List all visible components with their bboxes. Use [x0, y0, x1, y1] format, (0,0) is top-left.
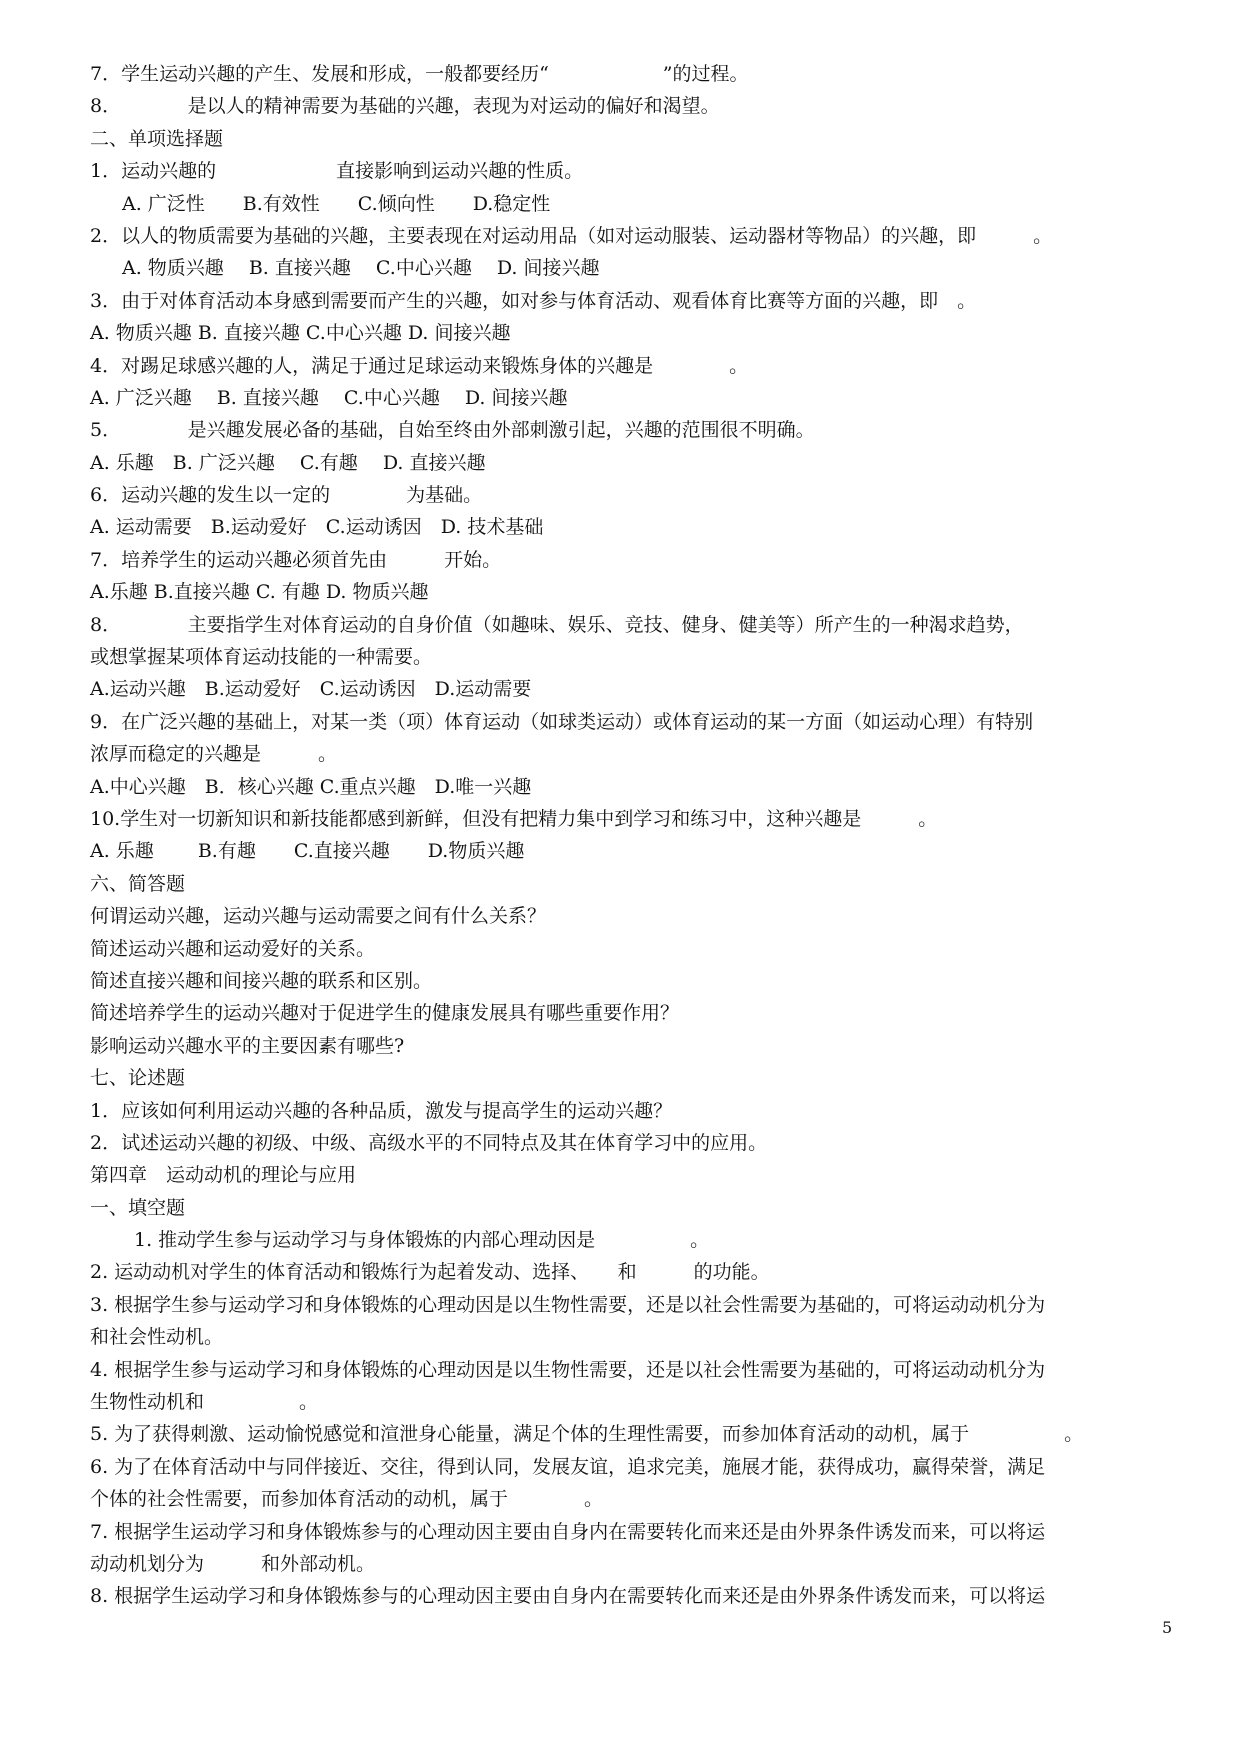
question-text: 1. 推动学生参与运动学习与身体锻炼的内部心理动因是 。: [134, 1229, 710, 1252]
question-text: 1．运动兴趣的 直接影响到运动兴趣的性质。: [90, 160, 584, 183]
question-text: 何谓运动兴趣，运动兴趣与运动需要之间有什么关系？: [90, 905, 547, 928]
section-heading: 一、填空题: [90, 1196, 186, 1219]
question-text: 和社会性动机。: [90, 1326, 224, 1349]
question-text: 个体的社会性需要，而参加体育活动的动机，属于 。: [90, 1488, 604, 1511]
answer-options: A. 乐趣 B.有趣 C.直接兴趣 D.物质兴趣: [90, 840, 525, 863]
question-text: 4．对踢足球感兴趣的人，满足于通过足球运动来锻炼身体的兴趣是 。: [90, 354, 749, 377]
question-text: 浓厚而稳定的兴趣是 。: [90, 743, 338, 766]
question-text: 9．在广泛兴趣的基础上，对某一类（项）体育运动（如球类运动）或体育运动的某一方面（如运动心理）有特别: [90, 710, 1034, 733]
answer-options: A. 乐趣 B. 广泛兴趣 C.有趣 D. 直接兴趣: [90, 451, 486, 474]
answer-options: A. 物质兴趣 B. 直接兴趣 C.中心兴趣 D. 间接兴趣: [122, 257, 600, 280]
question-text: 6. 为了在体育活动中与同伴接近、交往，得到认同，发展友谊，追求完美，施展才能，获得成功，赢得荣誉，满足: [90, 1455, 1046, 1478]
document-body: [90, 58, 1180, 1613]
section-heading: 六、简答题: [90, 872, 186, 895]
question-text: 简述直接兴趣和间接兴趣的联系和区别。: [90, 969, 433, 992]
section-heading: 七、论述题: [90, 1067, 186, 1090]
question-text: 8． 主要指学生对体育运动的自身价值（如趣味、娱乐、竞技、健身、健美等）所产生的一种渴求趋势，: [90, 613, 1024, 636]
text-line: 7．学生运动兴趣的产生、发展和形成，一般都要经历“ ”的过程。: [90, 63, 749, 85]
answer-options: A. 物质兴趣 B. 直接兴趣 C.中心兴趣 D. 间接兴趣: [90, 322, 511, 345]
question-text: 生物性动机和 。: [90, 1391, 319, 1414]
question-text: 6．运动兴趣的发生以一定的 为基础。: [90, 484, 483, 507]
question-text: 7. 根据学生运动学习和身体锻炼参与的心理动因主要由自身内在需要转化而来还是由外界条件诱发而来，可以将运: [90, 1520, 1046, 1543]
question-text: 10.学生对一切新知识和新技能都感到新鲜，但没有把精力集中到学习和练习中，这种兴趣是 。: [90, 807, 938, 830]
answer-options: A.中心兴趣 B．核心兴趣 C.重点兴趣 D.唯一兴趣: [90, 775, 532, 798]
page-number: 5: [1162, 1618, 1173, 1637]
question-text: 动动机划分为 和外部动机。: [90, 1552, 376, 1575]
answer-options: A. 广泛兴趣 B. 直接兴趣 C.中心兴趣 D. 间接兴趣: [90, 386, 568, 409]
answer-options: A. 运动需要 B.运动爱好 C.运动诱因 D. 技术基础: [90, 516, 544, 539]
answer-options: A.乐趣 B.直接兴趣 C. 有趣 D. 物质兴趣: [90, 581, 429, 604]
answer-options: A. 广泛性 B.有效性 C.倾向性 D.稳定性: [122, 192, 551, 215]
question-text: 影响运动兴趣水平的主要因素有哪些?: [90, 1034, 405, 1057]
question-text: 5. 为了获得刺激、运动愉悦感觉和渲泄身心能量，满足个体的生理性需要，而参加体育活动的动机，属于 。: [90, 1423, 1084, 1446]
question-text: 3. 根据学生参与运动学习和身体锻炼的心理动因是以生物性需要，还是以社会性需要为基础的，可将运动动机分为: [90, 1293, 1046, 1316]
text-line: 8． 是以人的精神需要为基础的兴趣，表现为对运动的偏好和渴望。: [90, 95, 720, 118]
question-text: 4. 根据学生参与运动学习和身体锻炼的心理动因是以生物性需要，还是以社会性需要为基础的，可将运动动机分为: [90, 1358, 1046, 1381]
section-heading: 二、单项选择题: [90, 127, 224, 150]
question-text: 2．以人的物质需要为基础的兴趣，主要表现在对运动用品（如对运动服装、运动器材等物品）的兴趣，即 。: [90, 224, 1053, 247]
answer-options: A.运动兴趣 B.运动爱好 C.运动诱因 D.运动需要: [90, 678, 532, 701]
question-text: 7．培养学生的运动兴趣必须首先由 开始。: [90, 548, 502, 571]
question-text: 简述运动兴趣和运动爱好的关系。: [90, 937, 376, 960]
chapter-heading: 第四章 运动动机的理论与应用: [90, 1164, 357, 1187]
question-text: 简述培养学生的运动兴趣对于促进学生的健康发展具有哪些重要作用？: [90, 1002, 680, 1025]
question-text: 3．由于对体育活动本身感到需要而产生的兴趣，如对参与体育活动、观看体育比赛等方面的兴趣，即 。: [90, 289, 977, 312]
question-text: 2．试述运动兴趣的初级、中级、高级水平的不同特点及其在体育学习中的应用。: [90, 1131, 768, 1154]
question-text: 或想掌握某项体育运动技能的一种需要。: [90, 646, 433, 669]
question-text: 5． 是兴趣发展必备的基础，自始至终由外部刺激引起，兴趣的范围很不明确。: [90, 419, 815, 442]
question-text: 8. 根据学生运动学习和身体锻炼参与的心理动因主要由自身内在需要转化而来还是由外界条件诱发而来，可以将运: [90, 1585, 1046, 1608]
question-text: 1．应该如何利用运动兴趣的各种品质，激发与提高学生的运动兴趣？: [90, 1099, 673, 1122]
question-text: 2. 运动动机对学生的体育活动和锻炼行为起着发动、选择、 和 的功能。: [90, 1261, 770, 1284]
